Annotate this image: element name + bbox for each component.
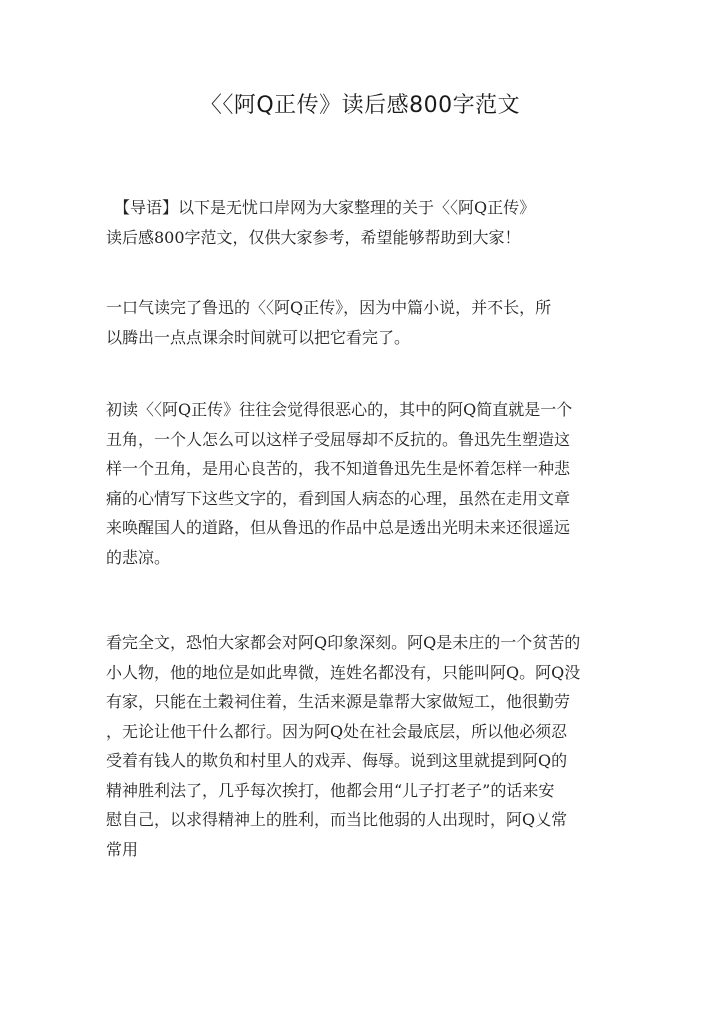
text-line: 丑角，一个人怎么可以这样子受屈辱却不反抗的。鲁迅先生塑造这 <box>106 429 571 449</box>
text-line: 读后感800字范文，仅供大家参考，希望能够帮助到大家！ <box>106 227 521 247</box>
text-line: 一口气读完了鲁迅的〈〈阿Q正传》，因为中篇小说，并不长，所 <box>106 298 552 317</box>
text-line: 痛的心情写下这些文字的，看到国人病态的心理，虽然在走用文章 <box>106 488 571 508</box>
text-line: 初读〈〈阿Q正传》往往会觉得很恶心的，其中的阿Q简直就是一个 <box>106 400 573 419</box>
text-line: ，无论让他干什么都行。因为阿Q处在社会最底层，所以他必须忍 <box>106 721 568 741</box>
text-line: 【导语】以下是无忧口岸网为大家整理的关于〈〈阿Q正传》 <box>106 198 536 217</box>
paragraph-2 <box>106 395 614 572</box>
paragraph-1 <box>106 293 614 352</box>
text-line: 精神胜利法了，几乎每次挨打，他都会用“儿子打老子”的话来安 <box>106 780 555 800</box>
text-line: 受着有钱人的欺负和村里人的戏弄、侮辱。说到这里就提到阿Q的 <box>106 751 568 770</box>
paragraph-3 <box>106 628 614 864</box>
text-line: 的悲凉。 <box>106 547 171 567</box>
text-line: 以腾出一点点课余时间就可以把它看完了。 <box>106 327 411 347</box>
text-line: 看完全文，恐怕大家都会对阿Q印象深刻。阿Q是未庄的一个贫苦的 <box>106 633 581 652</box>
text-line: 样一个丑角，是用心良苦的，我不知道鲁迅先生是怀着怎样一种悲 <box>106 459 571 478</box>
text-line: 有家，只能在土穀祠住着，生活来源是靠帮大家做短工，他很勤劳 <box>106 692 571 711</box>
text-line: 来唤醒国人的道路，但从鲁迅的作品中总是透出光明未来还很遥远 <box>106 518 571 537</box>
text-line: 常用 <box>106 839 139 859</box>
text-line: 慰自己，以求得精神上的胜利，而当比他弱的人出现时，阿Q乂常 <box>106 810 568 829</box>
text-line: 小人物，他的地位是如此卑微，连姓名都没有，只能叫阿Q。阿Q没 <box>106 662 581 682</box>
paragraph-intro <box>106 193 614 252</box>
page-title: 〈〈阿Q正传》读后感800字范文 <box>199 93 521 118</box>
